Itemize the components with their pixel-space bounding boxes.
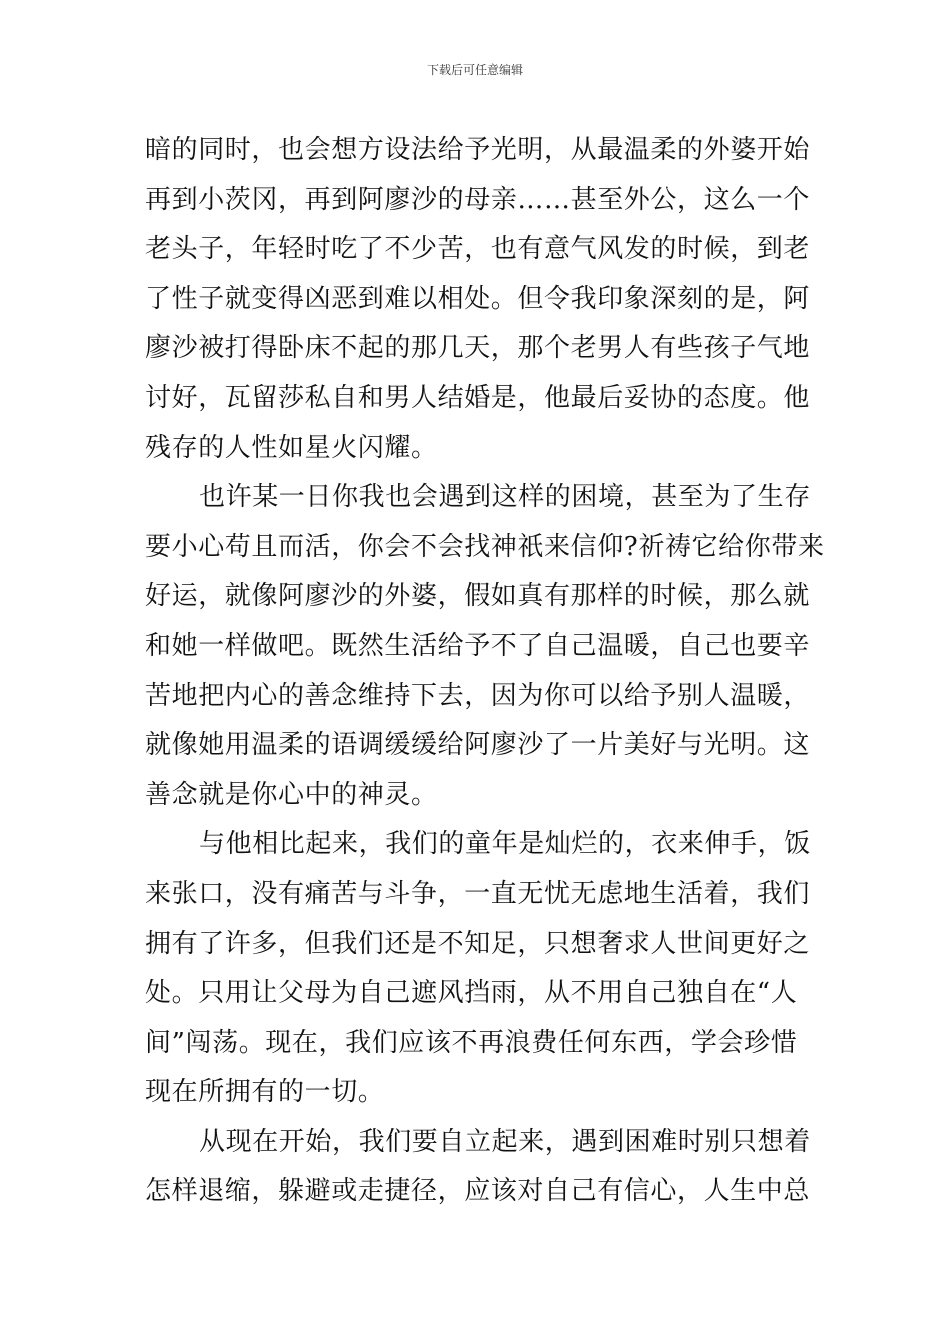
text-line: 来张口，没有痛苦与斗争，一直无忧无虑地生活着，我们 bbox=[145, 878, 811, 909]
text-line: 怎样退缩，躲避或走捷径，应该对自己有信心，人生中总 bbox=[145, 1176, 811, 1207]
text-line: 从现在开始，我们要自立起来，遇到困难时别只想着 bbox=[199, 1126, 811, 1157]
text-line: 间”闯荡。现在，我们应该不再浪费任何东西，学会珍惜 bbox=[145, 1027, 798, 1058]
text-line: 就像她用温柔的语调缓缓给阿廖沙了一片美好与光明。这 bbox=[145, 730, 811, 761]
paragraph-1 bbox=[145, 126, 811, 473]
text-line: 处。只用让父母为自己遮风挡雨，从不用自己独自在“人 bbox=[145, 978, 798, 1009]
text-line: 老头子，年轻时吃了不少苦，也有意气风发的时候，到老 bbox=[145, 234, 811, 265]
text-line: 拥有了许多，但我们还是不知足，只想奢求人世间更好之 bbox=[145, 928, 811, 959]
text-line: 苦地把内心的善念维持下去，因为你可以给予别人温暖， bbox=[145, 680, 811, 711]
text-line: 了性子就变得凶恶到难以相处。但令我印象深刻的是，阿 bbox=[145, 283, 811, 314]
text-line: 廖沙被打得卧床不起的那几天，那个老男人有些孩子气地 bbox=[145, 333, 811, 364]
document-body bbox=[145, 126, 825, 1217]
paragraph-4 bbox=[145, 1118, 811, 1217]
text-line: 也许某一日你我也会遇到这样的困境，甚至为了生存 bbox=[199, 482, 811, 513]
text-line: 善念就是你心中的神灵。 bbox=[145, 779, 438, 810]
text-line: 与他相比起来，我们的童年是灿烂的，衣来伸手，饭 bbox=[199, 829, 811, 860]
text-line: 讨好，瓦留莎私自和男人结婚是，他最后妥协的态度。他 bbox=[145, 382, 811, 413]
paragraph-2 bbox=[145, 473, 825, 820]
paragraph-3 bbox=[145, 820, 811, 1118]
page-header: 下载后可任意编辑 bbox=[426, 63, 523, 77]
text-line: 暗的同时，也会想方设法给予光明，从最温柔的外婆开始 bbox=[145, 135, 811, 165]
text-line: 要小心苟且而活，你会不会找神祇来信仰?祈祷它给你带来 bbox=[145, 531, 825, 562]
text-line: 现在所拥有的一切。 bbox=[145, 1077, 385, 1108]
text-line: 好运，就像阿廖沙的外婆，假如真有那样的时候，那么就 bbox=[145, 581, 811, 612]
text-line: 再到小茨冈，再到阿廖沙的母亲……甚至外公，这么一个 bbox=[145, 184, 811, 215]
text-line: 和她一样做吧。既然生活给予不了自己温暖，自己也要辛 bbox=[145, 630, 811, 661]
text-line: 残存的人性如星火闪耀。 bbox=[145, 432, 438, 463]
